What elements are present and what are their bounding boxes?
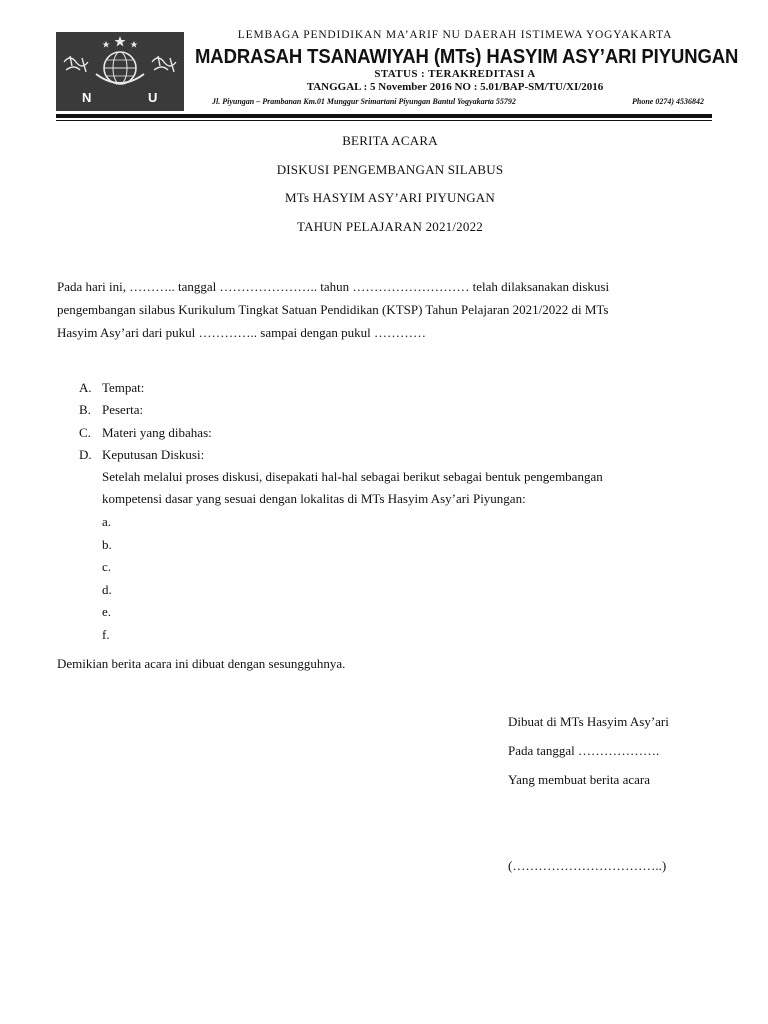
list-label: Materi yang dibahas: (102, 425, 212, 440)
institution-name: LEMBAGA PENDIDIKAN MA’ARIF NU DAERAH ISTIMEWA YOGYAKARTA (237, 29, 673, 41)
decision-line-2: kompetensi dasar yang sesuai dengan lokalitas di MTs Hasyim Asy’ari Piyungan: (102, 491, 526, 506)
logo-letter-u: U (148, 90, 158, 105)
list-marker: B. (79, 402, 91, 417)
phone-number: Phone 0274) 4536842 (632, 97, 704, 106)
intro-line-2: pengembangan silabus Kurikulum Tingkat Satuan Pendidikan (KTSP) Tahun Pelajaran 2021/2022 di MTs (57, 302, 609, 317)
doc-school: MTs HASYIM ASY’ARI PIYUNGAN (285, 190, 495, 205)
accreditation-status: STATUS : TERAKREDITASI A (374, 68, 536, 80)
sub-item-c: c. (102, 559, 112, 574)
list-marker: C. (79, 425, 91, 440)
school-logo (56, 32, 184, 111)
school-address (212, 97, 710, 106)
list-label: Peserta: (102, 402, 144, 417)
doc-year: TAHUN PELAJARAN 2021/2022 (297, 219, 483, 234)
sub-item-a: a. (102, 514, 112, 529)
accreditation-date: TANGGAL : 5 November 2016 NO : 5.01/BAP-SM/TU/XI/2016 (306, 81, 604, 93)
list-marker: D. (79, 447, 92, 462)
sub-item-e: e. (102, 604, 112, 619)
address-text: Jl. Piyungan – Prambanan Km.01 Munggur Srimartani Piyungan Bantul Yogyakarta 55792 (212, 97, 516, 106)
sub-item-d: d. (102, 582, 112, 597)
doc-subtitle: DISKUSI PENGEMBANGAN SILABUS (276, 162, 504, 177)
signature-name: (……………………………..) (508, 858, 667, 873)
list-item-material (79, 425, 212, 441)
nu-emblem-icon (56, 32, 184, 111)
letterhead-divider-thick (56, 114, 712, 118)
list-item-participants (79, 402, 143, 418)
list-label: Tempat: (102, 380, 145, 395)
list-marker: A. (79, 380, 92, 395)
intro-line-1: Pada hari ini, ……….. tanggal ………………….. tahun ……………………… telah dilaksanakan diskusi (57, 279, 610, 294)
letterhead-divider-thin (56, 120, 712, 121)
logo-letter-n: N (82, 90, 92, 105)
list-label: Keputusan Diskusi: (102, 447, 205, 462)
decision-line-1: Setelah melalui proses diskusi, disepakati hal-hal sebagai berikut sebagai bentuk pengembangan (102, 469, 603, 484)
list-item-decision (79, 447, 204, 463)
signature-role: Yang membuat berita acara (508, 772, 650, 787)
intro-line-3: Hasyim Asy’ari dari pukul ………….. sampai dengan pukul ………… (57, 325, 427, 340)
sub-item-b: b. (102, 537, 112, 552)
closing-statement: Demikian berita acara ini dibuat dengan sesungguhnya. (57, 656, 346, 671)
sub-item-f: f. (102, 627, 110, 642)
signature-place: Dibuat di MTs Hasyim Asy’ari (508, 714, 669, 729)
list-item-place (79, 380, 144, 396)
signature-date: Pada tanggal ………………. (508, 743, 660, 758)
doc-title: BERITA ACARA (342, 133, 438, 148)
school-name: MADRASAH TSANAWIYAH (MTs) HASYIM ASY’ARI PIYUNGAN (195, 44, 739, 68)
